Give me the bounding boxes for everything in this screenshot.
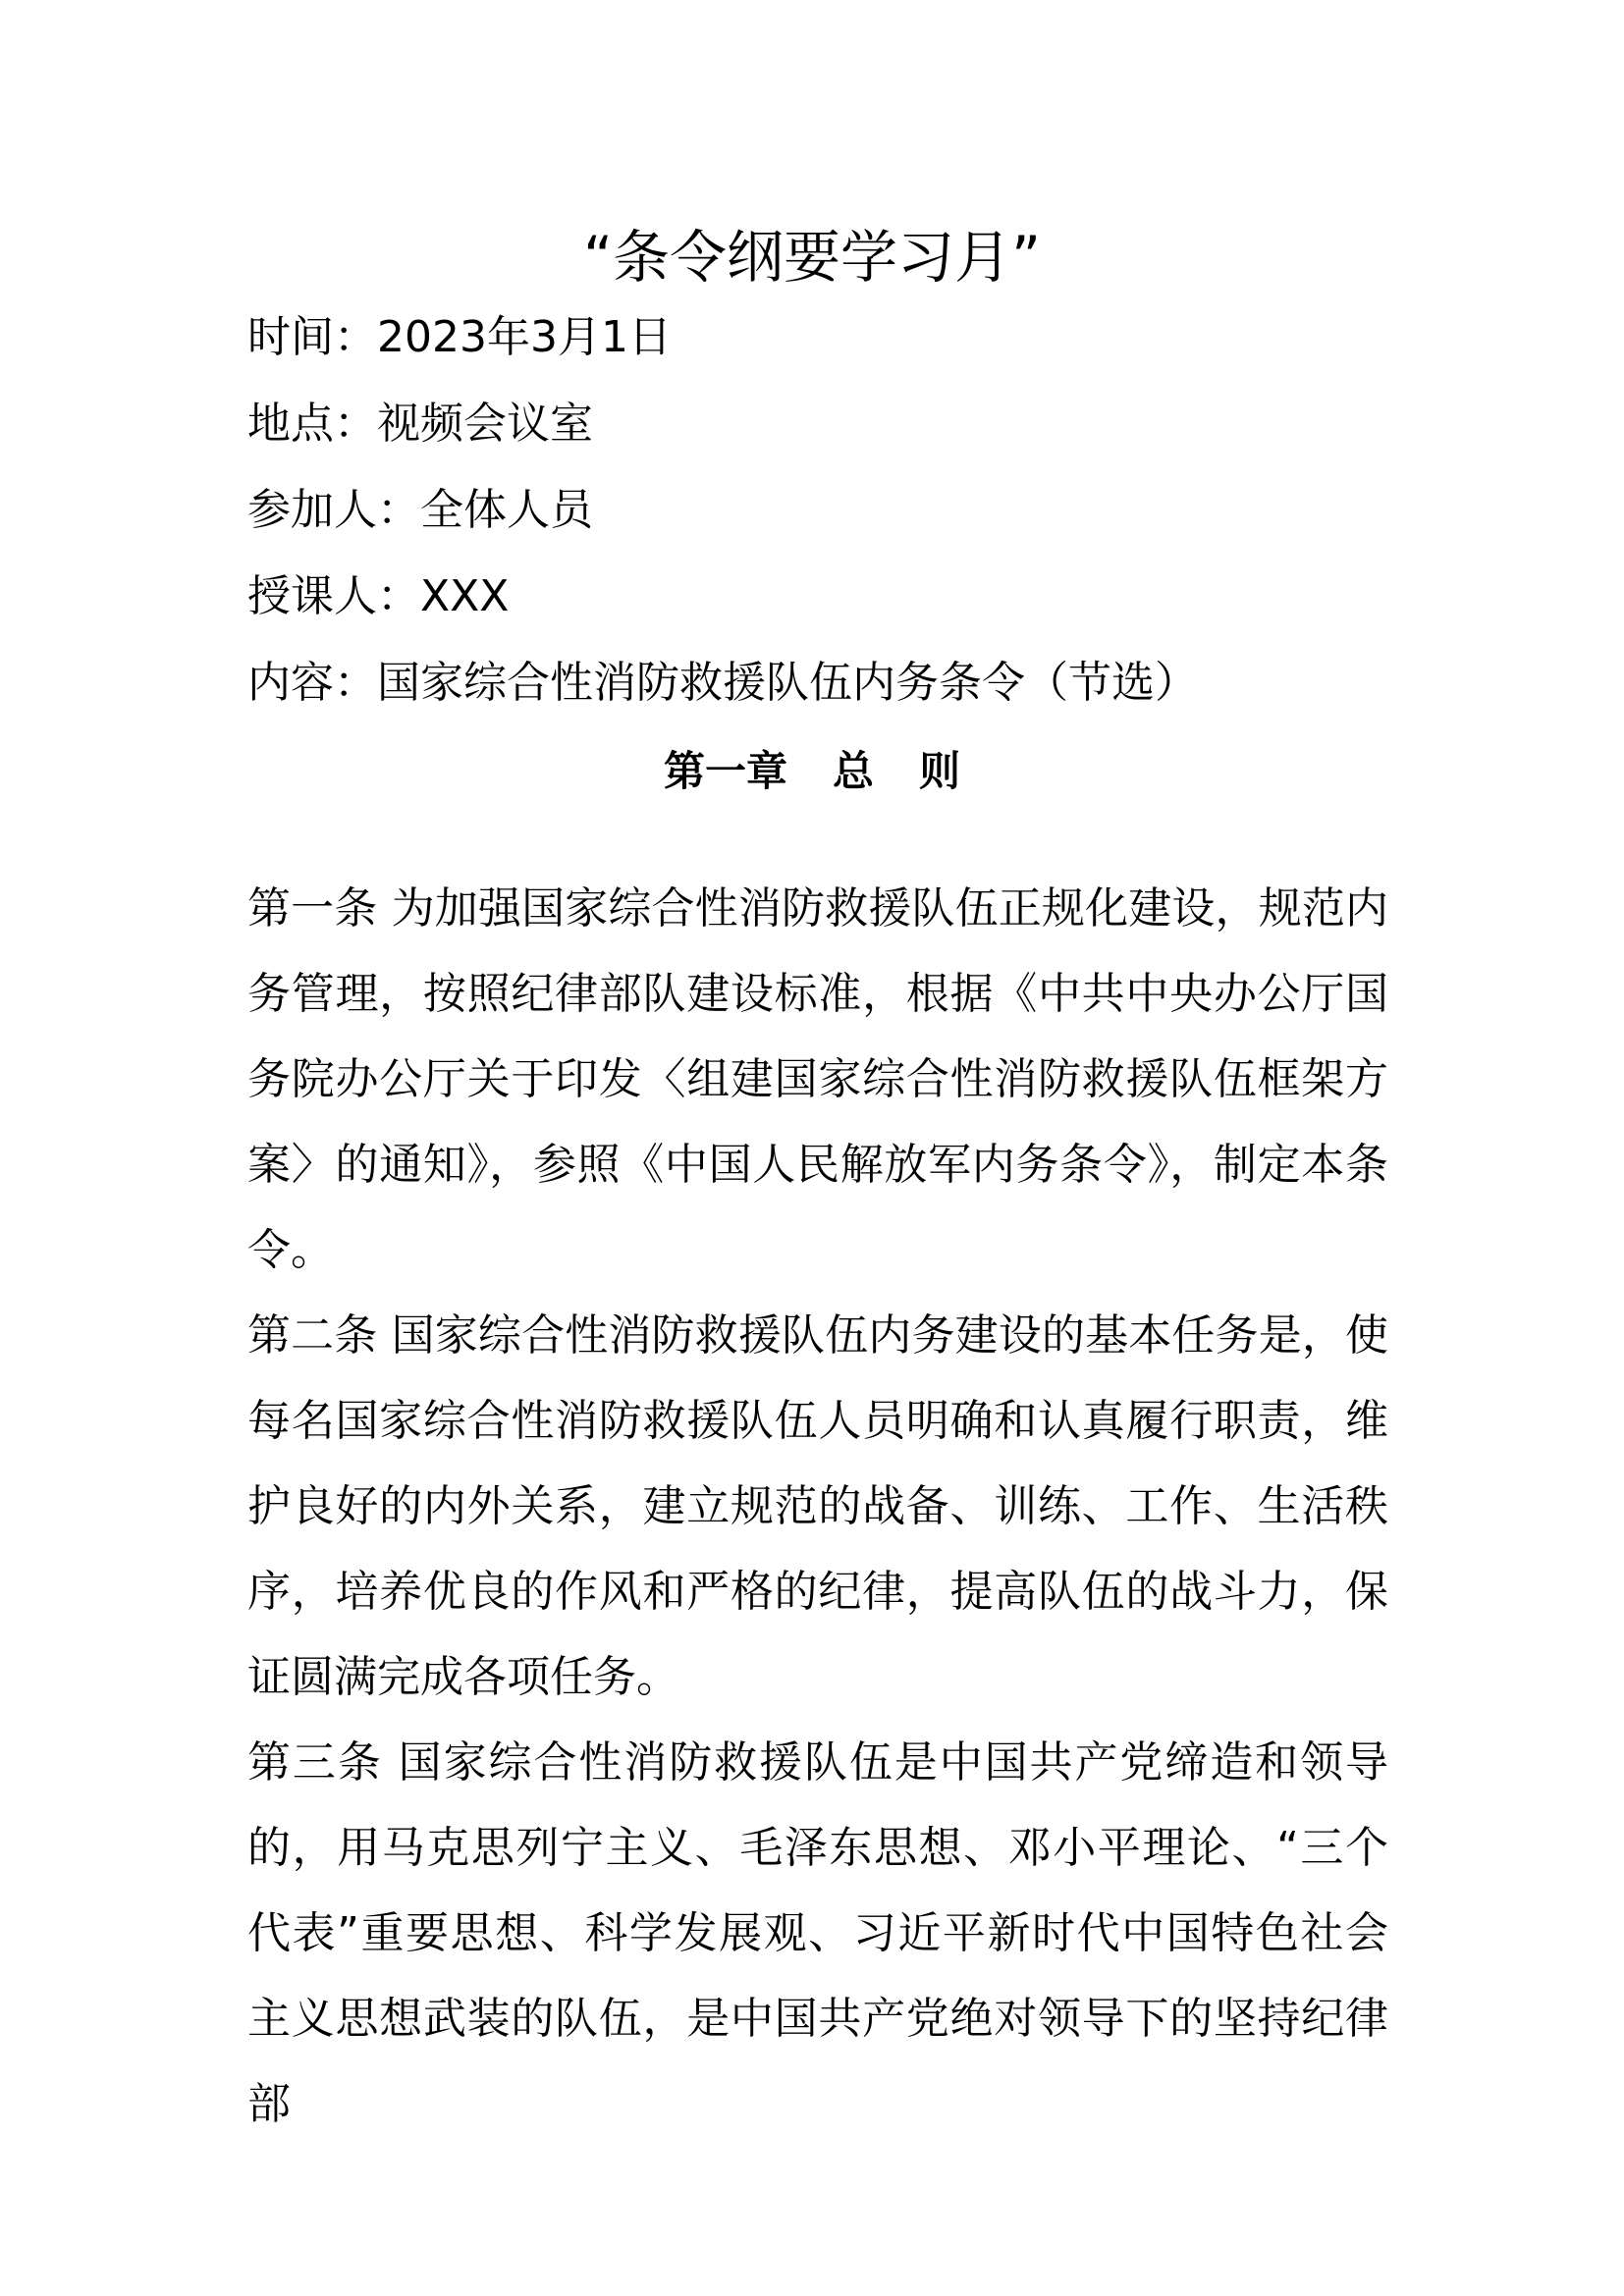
article-2: 第二条 国家综合性消防救援队伍内务建设的基本任务是，使每名国家综合性消防救援队伍人员明确和认真履行职责，维护良好的内外关系，建立规范的战备、训练、工作、生活秩序，培养优良的作风和严格的纪律，提高队伍的战斗力，保证圆满完成各项任务。 xyxy=(247,1310,1388,1702)
chapter-number: 第一章 xyxy=(663,747,787,795)
chapter-word-2: 则 xyxy=(919,747,961,795)
meta-content: 内容：国家综合性消防救援队伍内务条令（节选） xyxy=(247,658,1198,708)
meta-lecturer: 授课人：XXX xyxy=(247,571,510,621)
article-1: 第一条 为加强国家综合性消防救援队伍正规化建设，规范内务管理，按照纪律部队建设标准，根据《中共中央办公厅国务院办公厅关于印发〈组建国家综合性消防救援队伍框架方案〉的通知》，参照《中国人民解放军内务条令》，制定本条令。 xyxy=(247,883,1388,1275)
meta-attendees: 参加人：全体人员 xyxy=(247,485,593,535)
document-title: “条令纲要学习月” xyxy=(582,224,1042,291)
chapter-word-1: 总 xyxy=(832,747,874,795)
article-3: 第三条 国家综合性消防救援队伍是中国共产党缔造和领导的，用马克思列宁主义、毛泽东思想、邓小平理论、“三个代表”重要思想、科学发展观、习近平新时代中国特色社会主义思想武装的队伍，是中国共产党绝对领导下的坚持纪律部 xyxy=(247,1737,1388,2129)
article-body xyxy=(247,866,1388,2147)
meta-time: 时间：2023年3月1日 xyxy=(247,312,672,362)
chapter-heading xyxy=(0,742,1624,801)
meta-location: 地点：视频会议室 xyxy=(247,399,593,449)
